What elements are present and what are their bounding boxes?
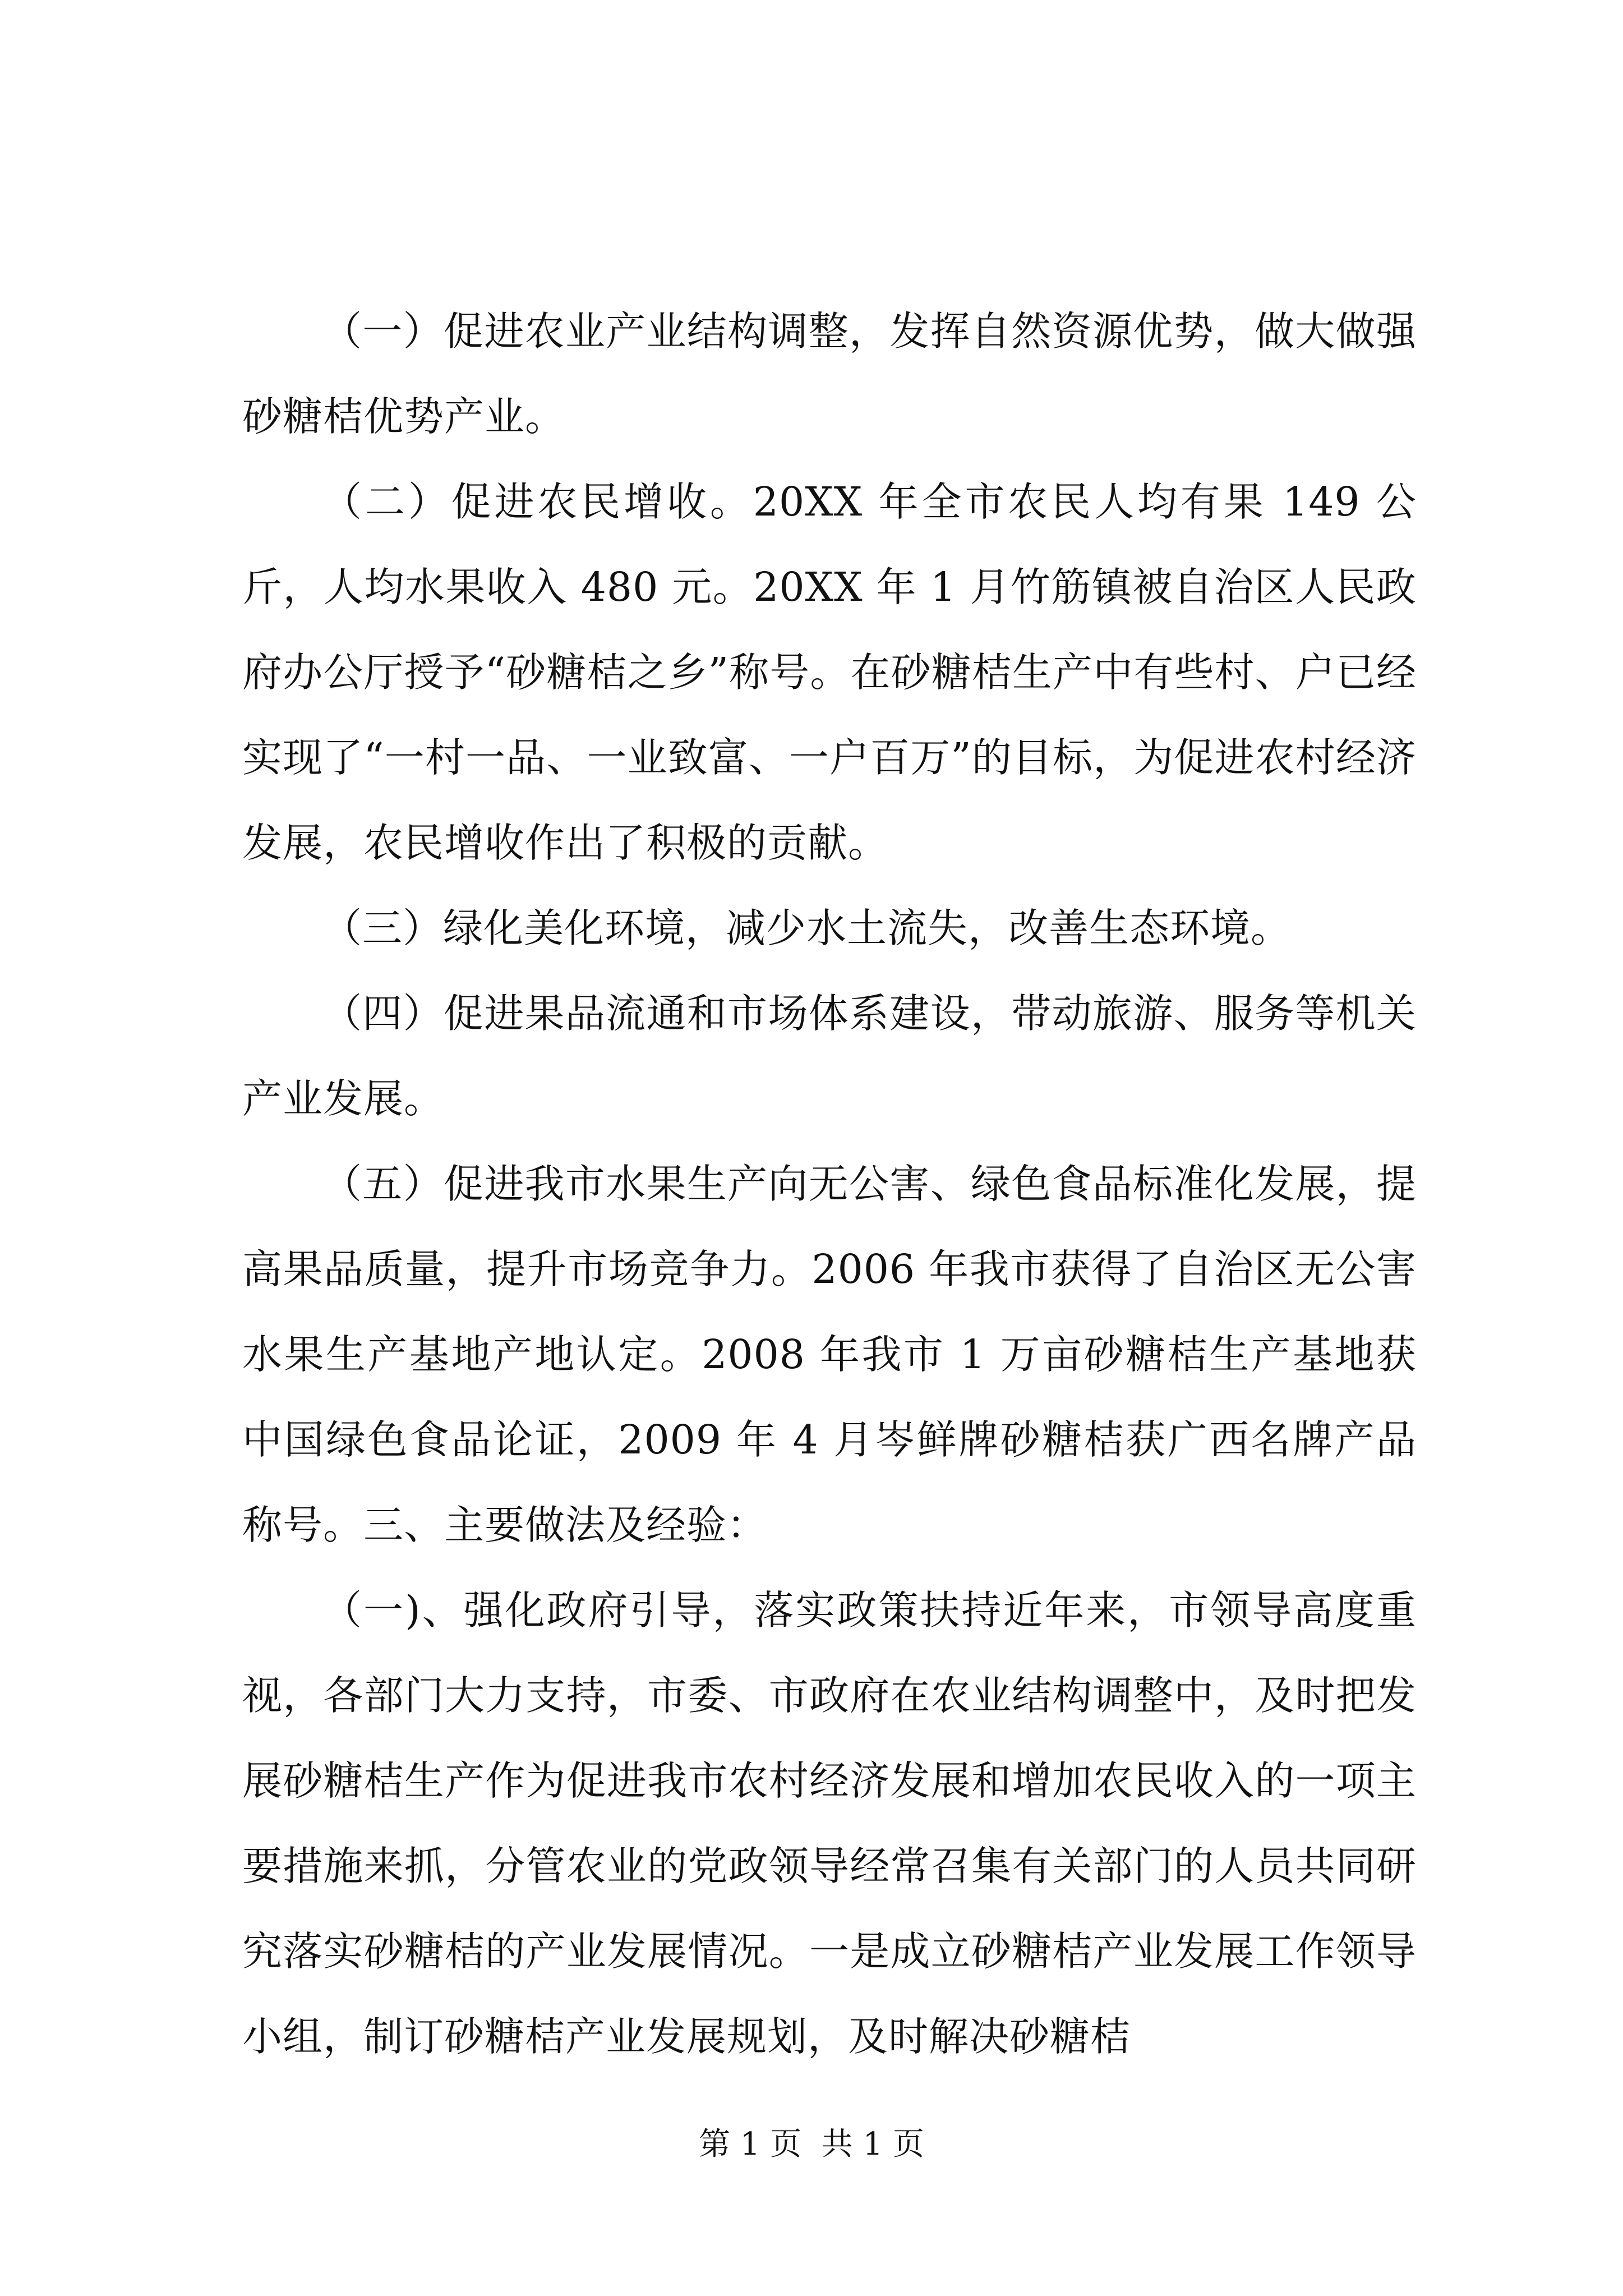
paragraph-4: （四）促进果品流通和市场体系建设，带动旅游、服务等机关产业发展。 <box>242 990 1417 1122</box>
paragraph-6: （一)、强化政府引导，落实政策扶持近年来，市领导高度重视，各部门大力支持，市委、市政府在农业结构调整中，及时把发展砂糖桔生产作为促进我市农村经济发展和增加农民收入的一项主要措施来抓，分管农业的党政领导经常召集有关部门的人员共同研究落实砂糖桔的产业发展情况。一是成立砂糖桔产业发展工作领导小组，制订砂糖桔产业发展规划，及时解决砂糖桔 <box>242 1587 1417 2060</box>
paragraph-3: （三）绿化美化环境，减少水土流失，改善生态环境。 <box>322 905 1292 951</box>
paragraph-2: （二）促进农民增收。20XX 年全市农民人均有果 149 公斤，人均水果收入 480 元。20XX 年 1 月竹筋镇被自治区人民政府办公厅授予“砂糖桔之乡”称号。在砂糖桔生产中有些村、户已经实现了“一村一品、一业致富、一户百万”的目标，为促进农村经济发展，农民增收作出了积极的贡献。 <box>242 478 1417 866</box>
page-number-label: 第 1 页 共 1 页 <box>698 2126 925 2162</box>
paragraph-1: （一）促进农业产业结构调整，发挥自然资源优势，做大做强砂糖桔优势产业。 <box>242 308 1417 440</box>
document-body <box>242 289 1417 2079</box>
paragraph-5: （五）促进我市水果生产向无公害、绿色食品标准化发展，提高果品质量，提升市场竞争力。2006 年我市获得了自治区无公害水果生产基地产地认定。2008 年我市 1 万亩砂糖桔生产基地获中国绿色食品论证，2009 年 4 月岑鲜牌砂糖桔获广西名牌产品称号。三、主要做法及经验： <box>242 1161 1417 1548</box>
page-footer <box>0 2119 1623 2164</box>
